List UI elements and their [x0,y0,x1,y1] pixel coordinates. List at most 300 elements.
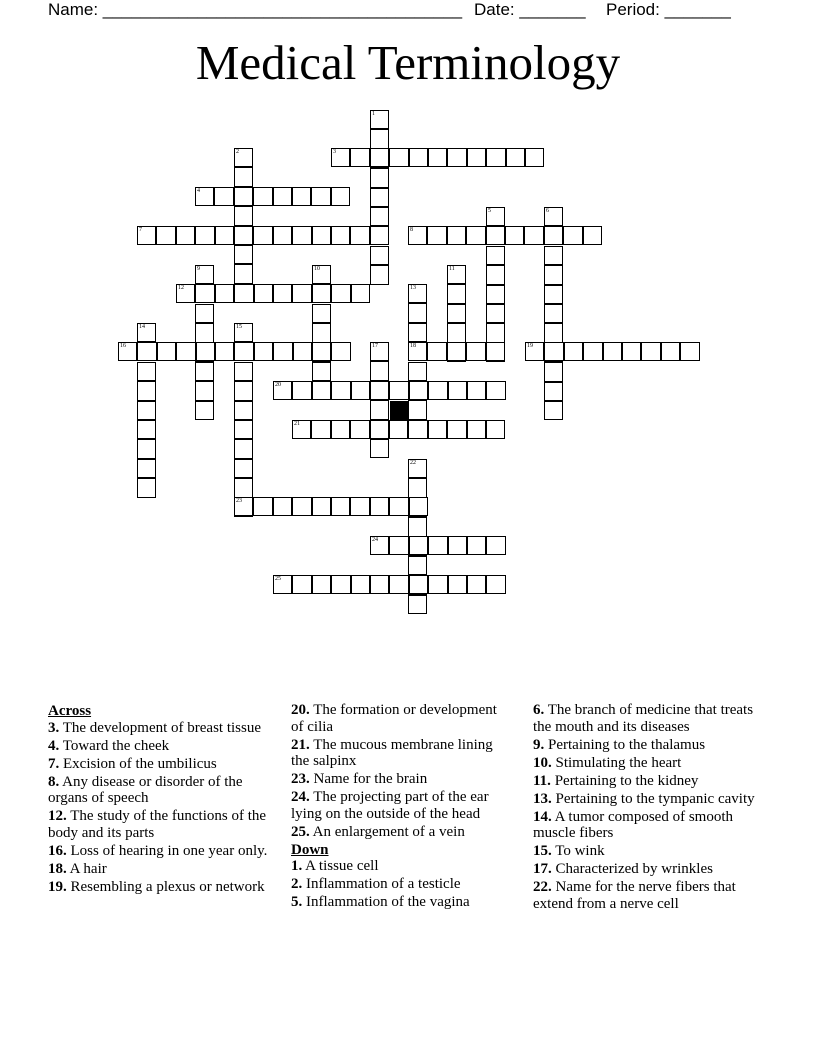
clue-number: 3 [333,149,336,155]
clue-item [533,791,763,808]
clue-text: The branch of medicine that treats the mouth and its diseases [533,702,754,735]
grid-cell[interactable] [467,381,486,400]
grid-cell[interactable] [292,497,311,516]
clue-number: 7 [139,227,142,233]
grid-cell[interactable] [234,323,253,342]
clue-text: Characterized by wrinkles [551,861,713,877]
grid-cell[interactable] [428,575,447,594]
down-clue-list [533,702,763,912]
grid-cell[interactable] [312,226,331,245]
clue-number: 23 [236,498,242,504]
clue-item [48,774,268,807]
grid-cell[interactable] [544,285,563,304]
grid-cell[interactable] [544,226,563,245]
clue-text: To wink [551,843,605,859]
grid-cell[interactable] [467,536,486,555]
grid-cell[interactable] [312,265,331,284]
grid-cell[interactable] [156,226,175,245]
period-field[interactable]: Period: _______ [606,0,731,19]
grid-cell[interactable] [564,342,583,361]
clue-number-label: 22. [533,879,552,895]
clue-text: Inflammation of the vagina [302,894,470,910]
clue-text: Name for the nerve fibers that extend from a nerve cell [533,879,736,912]
grid-cell[interactable] [214,187,233,206]
grid-cell[interactable] [370,400,389,419]
grid-cell[interactable] [312,284,331,303]
grid-cell[interactable] [428,381,447,400]
grid-cell[interactable] [331,381,350,400]
grid-cell[interactable] [389,536,408,555]
clue-item [533,809,763,842]
grid-cell[interactable] [331,284,350,303]
grid-cell[interactable] [195,284,214,303]
clue-number: 9 [197,266,200,272]
clue-item [533,843,763,860]
grid-cell[interactable] [273,497,292,516]
clue-number-label: 24. [291,789,310,805]
clue-item [48,720,268,737]
clue-number-label: 6. [533,702,545,718]
grid-cell[interactable] [544,304,563,323]
grid-cell[interactable] [447,148,466,167]
grid-cell[interactable] [389,420,408,439]
clue-number-label: 5. [291,894,303,910]
grid-cell[interactable] [544,246,563,265]
grid-cell[interactable] [408,284,427,303]
grid-cell[interactable] [215,226,234,245]
down-clue-list [291,858,505,911]
clue-text: Pertaining to the tympanic cavity [551,790,755,807]
grid-cell[interactable] [351,575,370,594]
grid-cell[interactable] [157,342,176,361]
clue-number-label: 16. [48,842,67,859]
grid-cell[interactable] [467,575,486,594]
grid-cell[interactable] [234,245,253,264]
clue-text: The formation or development of cilia [291,702,497,735]
grid-cell[interactable] [118,342,137,361]
clue-item [291,702,505,735]
clue-number: 5 [488,208,491,214]
grid-cell[interactable] [254,284,273,303]
grid-cell[interactable] [641,342,660,361]
grid-cell[interactable] [467,420,486,439]
grid-cell[interactable] [408,517,427,536]
grid-cell[interactable] [195,401,214,420]
clue-number-label: 14. [533,808,552,825]
grid-cell[interactable] [312,304,331,323]
grid-cell[interactable] [447,342,466,361]
grid-cell[interactable] [486,420,505,439]
clue-text: The study of the functions of the body and its parts [48,808,267,841]
clue-number: 6 [546,208,549,214]
grid-cell[interactable] [253,187,272,206]
clue-number: 20 [275,382,281,388]
clue-number-label: 23. [291,771,310,787]
grid-cell[interactable] [427,342,446,361]
clue-number: 13 [410,285,416,291]
clue-item [48,738,268,755]
clue-text: Pertaining to the kidney [550,772,699,789]
grid-cell[interactable] [273,342,292,361]
clue-number: 15 [236,324,242,330]
clue-number: 14 [139,324,145,330]
clue-item [533,737,763,754]
clue-number-label: 25. [291,823,310,840]
grid-cell[interactable] [409,148,428,167]
clues-column-3 [533,702,763,914]
clue-number: 19 [527,343,533,349]
grid-cell[interactable] [448,381,467,400]
grid-cell[interactable] [351,381,370,400]
grid-cell[interactable] [195,381,214,400]
clue-number: 16 [120,343,126,349]
clue-number: 10 [314,266,320,272]
grid-cell[interactable] [408,226,427,245]
clue-item [291,771,505,788]
clue-item [48,843,268,860]
grid-cell[interactable] [370,246,389,265]
grid-cell[interactable] [234,401,253,420]
grid-cell[interactable] [234,226,253,245]
grid-cell[interactable] [370,148,389,167]
grid-cell[interactable] [370,342,389,361]
grid-cell[interactable] [312,323,331,342]
clue-number-label: 18. [48,860,67,877]
grid-cell[interactable] [544,265,563,284]
grid-cell[interactable] [273,381,292,400]
clue-text: Pertaining to the thalamus [544,736,706,753]
clue-text: Excision of the umbilicus [59,755,217,772]
grid-cell[interactable] [661,342,680,361]
grid-cell[interactable] [486,575,505,594]
grid-cell[interactable] [428,420,447,439]
grid-cell[interactable] [467,148,486,167]
clue-number-label: 20. [291,702,310,718]
grid-cell[interactable] [331,575,350,594]
clue-number-label: 17. [533,861,552,877]
clue-text: Any disease or disorder of the organs of speech [48,773,243,806]
clue-item [533,861,763,878]
grid-cell[interactable] [370,497,389,516]
grid-cell[interactable] [292,226,311,245]
grid-cell[interactable] [408,342,427,361]
grid-cell[interactable] [292,284,311,303]
grid-cell[interactable] [292,575,311,594]
grid-cell[interactable] [505,226,524,245]
grid-cell[interactable] [525,148,544,167]
grid-cell[interactable] [544,401,563,420]
grid-cell[interactable] [273,284,292,303]
clue-item [48,808,268,841]
grid-cell[interactable] [312,362,331,381]
grid-cell[interactable] [389,575,408,594]
grid-cell[interactable] [409,497,428,516]
grid-cell[interactable] [234,167,253,186]
grid-cell[interactable] [370,168,389,187]
grid-cell[interactable] [544,382,563,401]
grid-cell[interactable] [448,575,467,594]
grid-cell[interactable] [312,381,331,400]
clue-number: 22 [410,460,416,466]
grid-cell[interactable] [448,536,467,555]
grid-cell[interactable] [370,420,389,439]
grid-cell[interactable] [234,381,253,400]
grid-cell[interactable] [311,420,330,439]
grid-cell[interactable] [466,342,485,361]
clue-item [533,702,763,735]
grid-cell[interactable] [137,401,156,420]
grid-cell[interactable] [234,459,253,478]
clue-item [291,737,505,770]
grid-cell[interactable] [370,575,389,594]
grid-cell[interactable] [524,226,543,245]
grid-cell[interactable] [408,362,427,381]
clue-text: The mucous membrane lining the salpinx [291,736,493,769]
clue-number: 1 [372,111,375,117]
grid-cell[interactable] [447,323,466,342]
grid-cell[interactable] [370,188,389,207]
grid-cell[interactable] [370,226,389,245]
grid-cell[interactable] [137,226,156,245]
date-field[interactable]: Date: _______ [474,0,586,19]
grid-cell[interactable] [486,265,505,284]
grid-cell[interactable] [544,362,563,381]
clue-text: Inflammation of a testicle [302,876,461,892]
grid-cell[interactable] [389,497,408,516]
clue-number-label: 13. [533,790,552,807]
grid-cell[interactable] [195,265,214,284]
grid-cell[interactable] [370,361,389,380]
grid-cell[interactable] [408,323,427,342]
grid-cell[interactable] [195,187,214,206]
grid-cell[interactable] [370,110,389,129]
grid-cell[interactable] [408,400,427,419]
clue-text: Loss of hearing in one year only. [66,842,268,859]
grid-cell[interactable] [254,342,273,361]
grid-cell[interactable] [331,148,350,167]
grid-cell[interactable] [408,459,427,478]
grid-cell[interactable] [603,342,622,361]
grid-cell[interactable] [370,381,389,400]
grid-cell[interactable] [680,342,699,361]
grid-cell[interactable] [486,304,505,323]
clue-number-label: 12. [48,808,67,824]
page-title: Medical Terminology [195,35,621,90]
grid-cell[interactable] [370,536,389,555]
grid-cell[interactable] [350,148,369,167]
clue-number: 24 [372,537,378,543]
clue-item [291,894,505,911]
clues-column-1 [48,702,268,897]
grid-cell[interactable] [408,303,427,322]
grid-cell[interactable] [389,381,408,400]
clue-number-label: 15. [533,843,552,859]
clue-number-label: 21. [291,736,310,753]
clue-number-label: 10. [533,754,552,771]
grid-cell[interactable] [253,497,272,516]
clue-number-label: 11. [533,772,551,789]
clue-item [48,879,268,896]
grid-cell[interactable] [486,285,505,304]
grid-cell[interactable] [389,148,408,167]
grid-cell[interactable] [544,323,563,342]
name-field[interactable]: Name: ______________________________________ [48,0,463,19]
grid-cell[interactable] [176,342,195,361]
grid-cell[interactable] [311,187,330,206]
grid-cell[interactable] [563,226,582,245]
grid-cell[interactable] [137,478,156,497]
grid-cell[interactable] [195,226,214,245]
clue-number: 2 [236,149,239,155]
grid-cell[interactable] [331,187,350,206]
grid-cell[interactable] [292,381,311,400]
grid-cell[interactable] [215,284,234,303]
clue-text: A hair [66,860,107,877]
grid-cell[interactable] [293,342,312,361]
grid-cell[interactable] [370,129,389,148]
grid-cell[interactable] [506,148,525,167]
grid-cell[interactable] [176,226,195,245]
grid-cell[interactable] [409,575,428,594]
clue-number: 11 [449,266,455,272]
grid-cell[interactable] [137,323,156,342]
grid-cell[interactable] [447,226,466,245]
grid-cell[interactable] [331,342,350,361]
grid-cell[interactable] [331,420,350,439]
clue-number: 18 [410,343,416,349]
clue-number: 12 [178,285,184,291]
grid-cell[interactable] [622,342,641,361]
grid-cell[interactable] [273,226,292,245]
grid-cell[interactable] [350,420,369,439]
clue-number-label: 7. [48,755,60,772]
grid-cell[interactable] [137,381,156,400]
grid-cell[interactable] [196,342,215,361]
grid-cell[interactable] [350,497,369,516]
grid-cell[interactable] [253,226,272,245]
grid-cell[interactable] [427,226,446,245]
grid-cell[interactable] [312,575,331,594]
grid-cell[interactable] [370,207,389,226]
clue-item [533,755,763,772]
grid-cell[interactable] [292,420,311,439]
grid-cell[interactable] [525,342,544,361]
grid-cell[interactable] [215,342,234,361]
grid-cell[interactable] [292,187,311,206]
grid-cell[interactable] [447,284,466,303]
grid-cell[interactable] [486,226,505,245]
grid-cell[interactable] [234,362,253,381]
clue-number-label: 3. [48,719,60,736]
grid-cell[interactable] [137,420,156,439]
grid-cell[interactable] [409,381,428,400]
grid-cell[interactable] [428,148,447,167]
grid-cell[interactable] [234,187,253,206]
grid-cell[interactable] [466,226,485,245]
grid-cell[interactable] [195,323,214,342]
grid-cell[interactable] [234,342,253,361]
down-heading: Down [291,841,329,858]
grid-cell[interactable] [428,536,447,555]
grid-cell[interactable] [331,226,350,245]
grid-cell[interactable] [486,381,505,400]
grid-cell[interactable] [409,536,428,555]
clue-number-label: 9. [533,736,545,753]
grid-cell[interactable] [234,478,253,497]
grid-cell[interactable] [370,265,389,284]
grid-cell[interactable] [486,207,505,226]
grid-cell[interactable] [137,439,156,458]
clue-item [533,773,763,790]
grid-cell[interactable] [408,420,427,439]
grid-cell[interactable] [370,439,389,458]
grid-cell[interactable] [447,304,466,323]
clue-number: 25 [275,576,281,582]
clue-item [291,858,505,875]
clue-text: Resembling a plexus or network [66,878,265,895]
grid-cell[interactable] [234,148,253,167]
grid-cell[interactable] [408,595,427,614]
grid-cell[interactable] [408,556,427,575]
grid-cell[interactable] [486,148,505,167]
grid-cell[interactable] [234,264,253,283]
grid-cell[interactable] [273,575,292,594]
grid-cell[interactable] [544,342,563,361]
clue-item [291,789,505,822]
grid-cell[interactable] [331,497,350,516]
grid-cell[interactable] [312,497,331,516]
grid-cell[interactable] [195,304,214,323]
grid-cell[interactable] [195,362,214,381]
grid-cell[interactable] [234,497,253,516]
grid-cell[interactable] [273,187,292,206]
grid-cell[interactable] [447,265,466,284]
grid-cell[interactable] [137,459,156,478]
grid-cell[interactable] [350,226,369,245]
grid-cell[interactable] [486,323,505,342]
grid-cell[interactable] [137,342,156,361]
across-clue-list [48,720,268,896]
across-clue-list [291,702,505,840]
clue-text: The development of breast tissue [59,719,262,736]
clue-text: Toward the cheek [59,737,170,754]
grid-cell[interactable] [234,439,253,458]
clue-number-label: 2. [291,876,303,892]
grid-cell[interactable] [351,284,370,303]
grid-cell[interactable] [447,420,466,439]
grid-cell[interactable] [176,284,195,303]
clue-text: A tissue cell [302,858,379,874]
grid-cell[interactable] [312,342,331,361]
grid-cell[interactable] [544,207,563,226]
grid-cell[interactable] [486,246,505,265]
grid-cell[interactable] [137,362,156,381]
grid-cell[interactable] [583,342,602,361]
grid-cell[interactable] [486,342,505,361]
clue-item [291,876,505,893]
clue-item [533,879,763,912]
grid-cell[interactable] [234,206,253,225]
clue-number-label: 8. [48,773,60,790]
grid-cell[interactable] [583,226,602,245]
grid-cell[interactable] [486,536,505,555]
black-square [390,401,409,420]
grid-cell[interactable] [234,420,253,439]
clue-number: 17 [372,343,378,349]
grid-cell[interactable] [408,478,427,497]
clue-number-label: 1. [291,858,303,874]
grid-cell[interactable] [234,284,253,303]
